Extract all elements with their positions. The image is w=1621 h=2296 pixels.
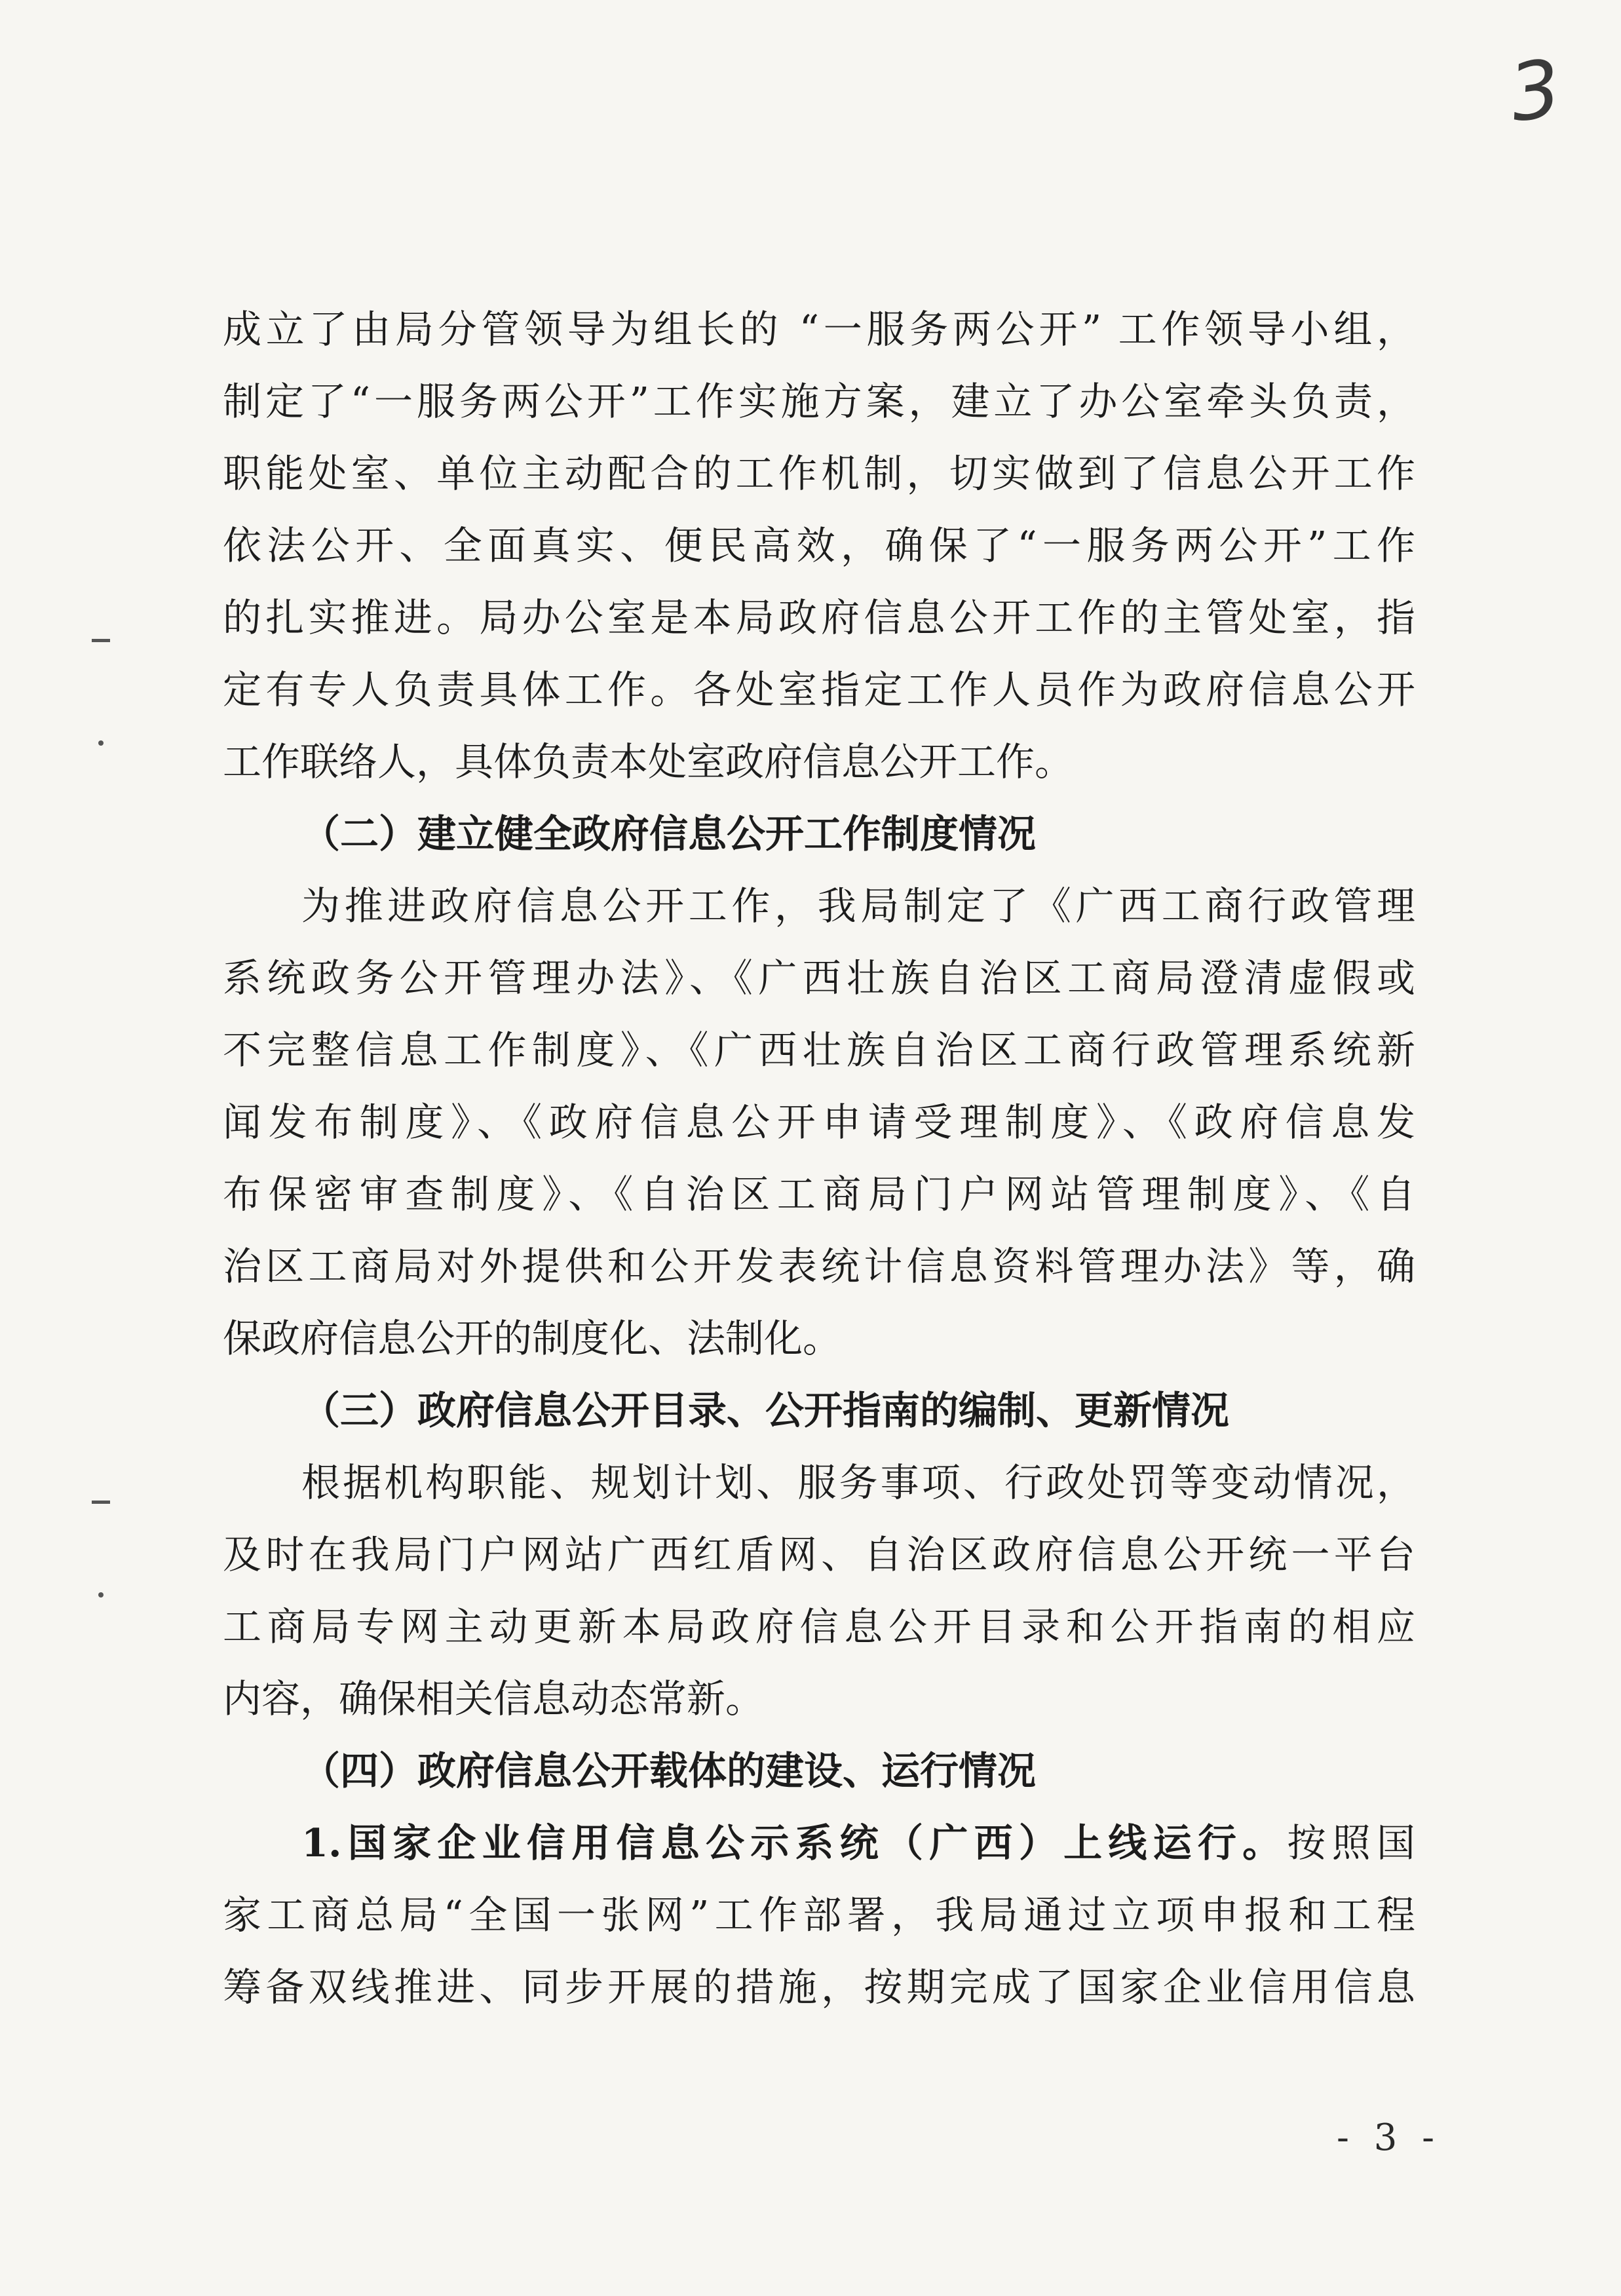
- text-line: 系统政务公开管理办法》、《广西壮族自治区工商局澄清虚假或: [223, 955, 1415, 1001]
- section-heading: （二）建立健全政府信息公开工作制度情况: [301, 811, 1037, 856]
- text-line: 工作联络人，具体负责本处室政府信息公开工作。: [223, 739, 1074, 784]
- text-line: [301, 1807, 1415, 1879]
- handwritten-page-mark: 3: [1504, 43, 1567, 140]
- text-line: 治区工商局对外提供和公开发表统计信息资料管理办法》等，确: [223, 1244, 1415, 1289]
- text-line: 内容，确保相关信息动态常新。: [223, 1676, 765, 1721]
- text-line: 工商局专网主动更新本局政府信息公开目录和公开指南的相应: [223, 1604, 1415, 1649]
- text-line: 保政府信息公开的制度化、法制化。: [223, 1316, 842, 1361]
- text-line: 制定了“一服务两公开”工作实施方案，建立了办公室牵头负责，: [223, 379, 1415, 424]
- text-line: 根据机构职能、规划计划、服务事项、行政处罚等变动情况，: [301, 1460, 1415, 1505]
- subsection-lead-rest: 按照国: [1287, 1820, 1415, 1866]
- text-line: 筹备双线推进、同步开展的措施，按期完成了国家企业信用信息: [223, 1964, 1415, 2010]
- text-line: 依法公开、全面真实、便民高效，确保了“一服务两公开”工作: [223, 523, 1415, 568]
- text-line: 的扎实推进。局办公室是本局政府信息公开工作的主管处室，指: [223, 595, 1415, 640]
- section-heading: （三）政府信息公开目录、公开指南的编制、更新情况: [301, 1388, 1230, 1433]
- text-line: 成立了由局分管领导为组长的 “一服务两公开” 工作领导小组，: [223, 307, 1415, 352]
- margin-dot: [98, 740, 104, 746]
- text-line: 家工商总局“全国一张网”工作部署，我局通过立项申报和工程: [223, 1892, 1415, 1938]
- text-line: 职能处室、单位主动配合的工作机制，切实做到了信息公开工作: [223, 451, 1415, 496]
- text-line: 布保密审查制度》、《自治区工商局门户网站管理制度》、《自: [223, 1172, 1415, 1217]
- text-line: 及时在我局门户网站广西红盾网、自治区政府信息公开统一平台: [223, 1532, 1415, 1577]
- margin-mark: [92, 1501, 110, 1504]
- text-line: 不完整信息工作制度》、《广西壮族自治区工商行政管理系统新: [223, 1027, 1415, 1073]
- text-line: 定有专人负责具体工作。各处室指定工作人员作为政府信息公开: [223, 667, 1415, 712]
- margin-mark: [92, 639, 110, 642]
- subsection-lead: 1.国家企业信用信息公示系统（广西）上线运行。: [301, 1820, 1287, 1866]
- margin-dot: [98, 1592, 104, 1598]
- text-line: 为推进政府信息公开工作，我局制定了《广西工商行政管理: [301, 883, 1415, 928]
- section-heading: （四）政府信息公开载体的建设、运行情况: [301, 1748, 1037, 1793]
- text-line: 闻发布制度》、《政府信息公开申请受理制度》、《政府信息发: [223, 1100, 1415, 1145]
- page-number: - 3 -: [1337, 2116, 1441, 2159]
